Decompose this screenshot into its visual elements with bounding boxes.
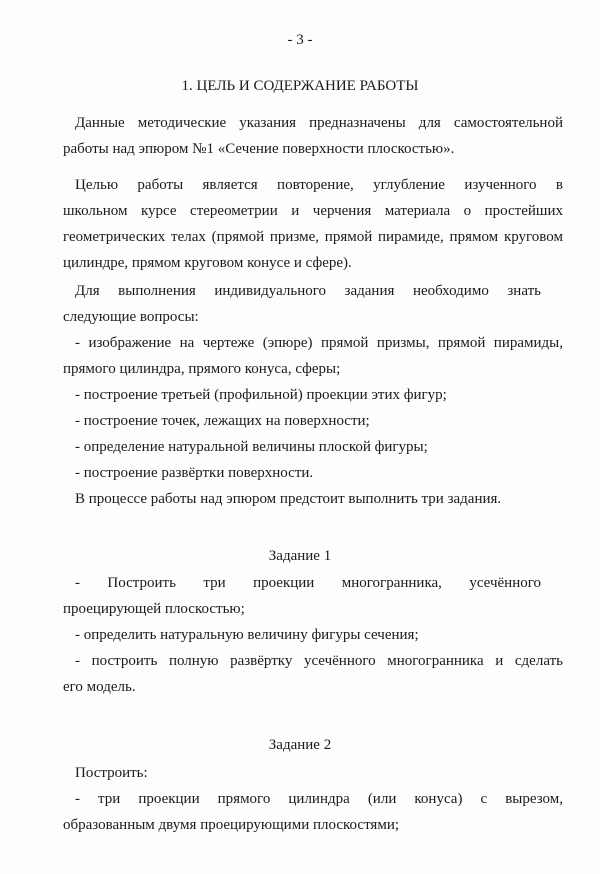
- task-1-body: [63, 570, 563, 700]
- requirement-item-2: - построение третьей (профильной) проекции этих фигур;: [75, 387, 447, 403]
- section-title: 1. ЦЕЛЬ И СОДЕРЖАНИЕ РАБОТЫ: [181, 78, 419, 94]
- requirements-paragraph: [63, 278, 563, 512]
- goal-line-3: геометрических телах (прямой призме, прямой пирамиде, прямом круговом: [63, 229, 563, 245]
- task-1-title: Задание 1: [268, 548, 332, 564]
- task-2-lead: Построить:: [75, 765, 148, 781]
- intro-line-2: работы над эпюром №1 «Сечение поверхности плоскостью».: [63, 141, 455, 157]
- requirement-item-3: - построение точек, лежащих на поверхности;: [75, 413, 370, 429]
- intro-paragraph: [63, 110, 563, 162]
- requirements-closing: В процессе работы над эпюром предстоит выполнить три задания.: [75, 491, 502, 507]
- task-1-item-3-line-1: - построить полную развёртку усечённого многогранника и сделать: [75, 653, 563, 669]
- goal-line-1: Целью работы является повторение, углубление изученного в: [75, 177, 563, 193]
- page-number: - 3 -: [287, 32, 313, 48]
- requirement-item-1-line-1: - изображение на чертеже (эпюре) прямой призмы, прямой пирамиды,: [75, 335, 563, 351]
- requirement-item-1-line-2: прямого цилиндра, прямого конуса, сферы;: [63, 361, 341, 377]
- task-1-item-1-line-1: - Построить три проекции многогранника, усечённого: [75, 575, 541, 591]
- goal-paragraph: [63, 172, 563, 276]
- task-1-item-3-line-2: его модель.: [63, 679, 136, 695]
- goal-line-2: школьном курсе стереометрии и черчения материала о простейших: [63, 203, 563, 219]
- requirement-item-5: - построение развёртки поверхности.: [75, 465, 314, 481]
- task-1-item-1-line-2: проецирующей плоскостью;: [63, 601, 245, 617]
- task-2-body: [63, 760, 563, 838]
- task-1-item-2: - определить натуральную величину фигуры сечения;: [75, 627, 419, 643]
- requirement-item-4: - определение натуральной величины плоской фигуры;: [75, 439, 428, 455]
- requirements-line-1: Для выполнения индивидуального задания необходимо знать: [75, 283, 541, 299]
- requirements-line-2: следующие вопросы:: [63, 309, 199, 325]
- goal-line-4: цилиндре, прямом круговом конусе и сфере).: [63, 255, 352, 271]
- task-2-item-1-line-1: - три проекции прямого цилиндра (или конуса) с вырезом,: [75, 791, 563, 807]
- task-2-item-1-line-2: образованным двумя проецирующими плоскостями;: [63, 817, 400, 833]
- task-2-title: Задание 2: [268, 737, 332, 753]
- intro-line-1: Данные методические указания предназначены для самостоятельной: [75, 115, 563, 131]
